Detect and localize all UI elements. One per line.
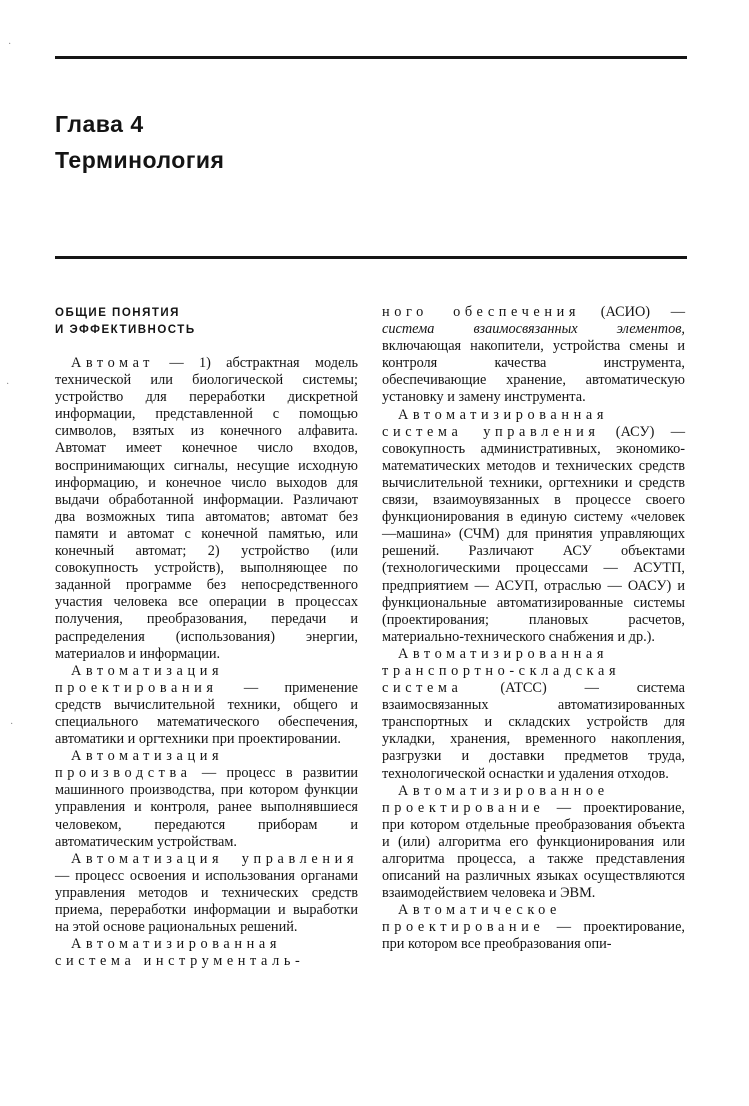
entry-text: (АСИО) —: [580, 304, 686, 320]
right-column: [382, 304, 685, 954]
scan-speck: ·: [6, 379, 10, 390]
entry-text-tail: включающая накопители, устройства смены и контроля качества инструмента, обеспечивающие хранение, автоматическую установку и замену инструмента.: [382, 338, 685, 406]
entry-automation-design: [55, 663, 358, 748]
entry-atss: [382, 646, 685, 783]
left-column: [55, 355, 358, 970]
entry-term: ного обеспечения: [382, 304, 581, 320]
entry-text: (АТСС) — система взаимосвязанных автоматизированных транспортных и складских устройств для укладки, хранения, временного накопления, разгрузки и доставки предметов труда, технологической оснастки и удаления отходов.: [382, 680, 685, 782]
section-heading-line-2: И ЭФФЕКТИВНОСТЬ: [55, 324, 196, 336]
section-heading-line-1: ОБЩИЕ ПОНЯТИЯ: [55, 307, 180, 319]
entry-text: — применение средств вычислительной техники, общего и специального математического обеспечения, автоматики и оргтехники при проектировании.: [55, 679, 358, 748]
entry-term: Автоматизация проектирования: [55, 662, 224, 696]
section-heading: [55, 305, 355, 339]
entry-term: Автоматизация производства: [55, 748, 224, 782]
entry-avtomat: [55, 355, 358, 663]
entry-term: Автоматизированная транспортно-складская система: [382, 645, 621, 697]
entry-text: — процесс в развитии машинного производства, при котором функции управления и контроля, ранее выполнявшиеся человеком, передаются приборам и автоматическим устройствам.: [55, 765, 358, 850]
entry-automation-production: [55, 748, 358, 851]
entry-term: Автомат: [71, 355, 155, 371]
scan-speck: ·: [10, 719, 14, 730]
scan-speck: ·: [8, 39, 12, 50]
entry-text: — процесс освоения и использования органами управления методов и технических средств приема, переработки информации и выработки на этой основе рациональных решений.: [55, 867, 358, 936]
chapter-title: Терминология: [55, 147, 225, 173]
entry-text: — 1) абстрактная модель технической или биологической системы; устройство для переработки дискретной информации, представленной с помощью символов, взятых из конечного алфавита. Автомат имеет конечное число входов, воспринимающих сигналы, несущие исходную информацию, и конечное число выходов для выдачи обработанной информации. Различают два возможных типа автоматов; автомат без памяти и автомат с конечной памятью, или конечный автомат; 2) устройство (или совокупность устройств), выполняющее по заданной программе без непосредственного участия человека все операции в процессах получения, преобразования, передачи и распределения (использования) энергии, материалов и информации.: [55, 355, 358, 662]
entry-term: Автоматизированная система инструменталь-: [55, 936, 305, 970]
entry-term: Автоматизированная система управления: [382, 406, 609, 440]
entry-asu: [382, 407, 685, 646]
entry-term: Автоматизация управления: [71, 850, 358, 867]
bottom-rule: [55, 256, 687, 259]
entry-automation-management: [55, 851, 358, 936]
chapter-number: Глава 4: [55, 111, 144, 137]
entry-text: (АСУ) — совокупность административных, экономико-математических методов и технических средств вычислительной техники, оргтехники и средств связи, взаимоувязанных в процессе своего функционирования в единую систему «человек—машина» (СЧМ) для принятия управляющих решений. Различают АСУ объектами (технологическими процессами — АСУТП, предприятием — АСУП, отраслью — ОАСУ) и функциональные автоматизированные системы (проектирования; плановых расчетов, материально-технического снабжения и др.).: [382, 423, 685, 645]
entry-term: Автоматизированное проектирование: [382, 782, 609, 816]
top-rule: [55, 56, 687, 59]
entry-text: — проектирование, при котором все преобразования опи-: [382, 919, 685, 953]
entry-italic-text: система взаимосвязанных элементов,: [382, 321, 685, 338]
entry-automatic-design: [382, 902, 685, 953]
chapter-heading: [55, 106, 224, 178]
entry-term: Автоматическое проектирование: [382, 902, 562, 936]
entry-automated-design: [382, 783, 685, 903]
entry-asio-start: [55, 936, 358, 970]
entry-text: — проектирование, при котором отдельные преобразования объекта и (или) алгоритма его функционирования или алгоритма процесса, а также представления описаний на различных языках осуществляются взаимодействием человека и ЭВМ.: [382, 799, 685, 902]
entry-asio-continued: [382, 304, 685, 407]
